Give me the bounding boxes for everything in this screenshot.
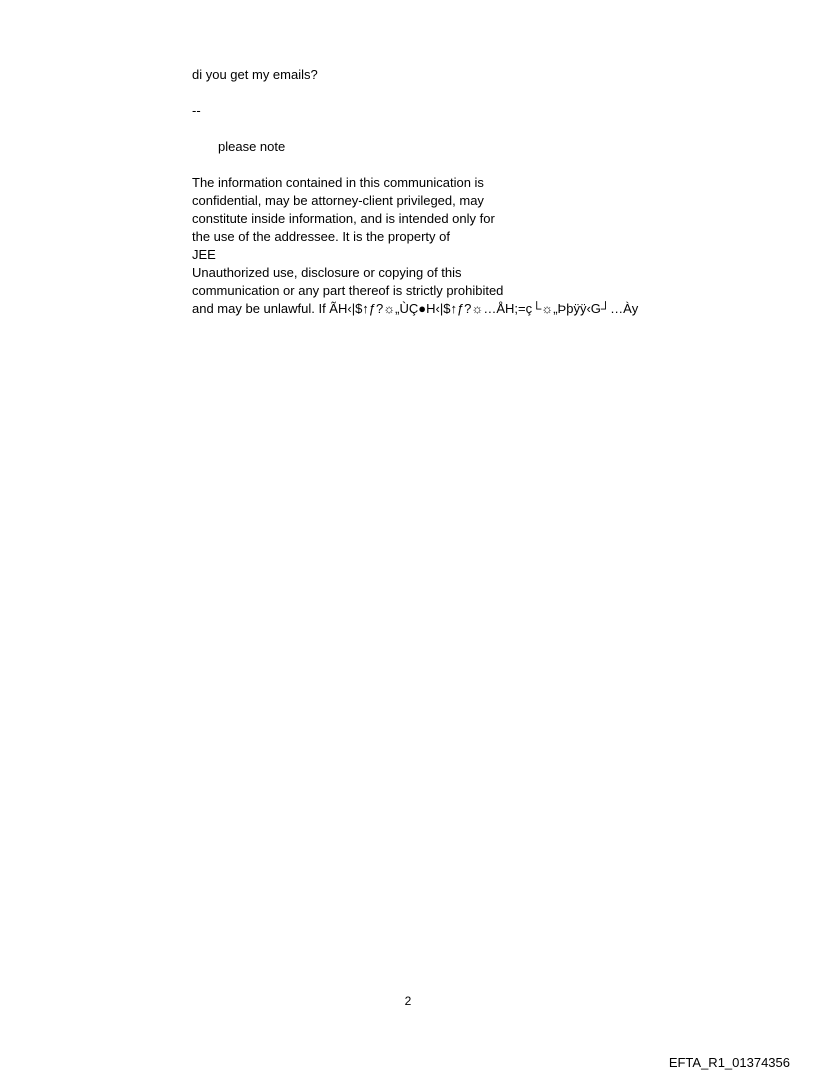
disclaimer-line: and may be unlawful. If ÃH‹|$↑ƒ?☼„ÙÇ●H‹|$↑ƒ?☼…ÅH;=ç└☼„Þþÿÿ‹G┘…Ày [192,301,639,316]
document-id: EFTA_R1_01374356 [668,1055,790,1070]
disclaimer-line: Unauthorized use, disclosure or copying of this [192,265,462,280]
signature-separator: -- [192,103,201,118]
please-note-line: please note [218,139,286,154]
greeting-line: di you get my emails? [192,67,318,82]
disclaimer-line: The information contained in this communication is [192,175,484,190]
confidentiality-disclaimer [192,174,712,318]
disclaimer-line: constitute inside information, and is intended only for [192,211,495,226]
page-number: 2 [404,994,412,1008]
disclaimer-line: communication or any part thereof is strictly prohibited [192,283,504,298]
disclaimer-line: confidential, may be attorney-client privileged, may [192,193,484,208]
disclaimer-line: the use of the addressee. It is the property of [192,229,450,244]
disclaimer-line: JEE [192,247,216,262]
email-body [192,66,712,318]
